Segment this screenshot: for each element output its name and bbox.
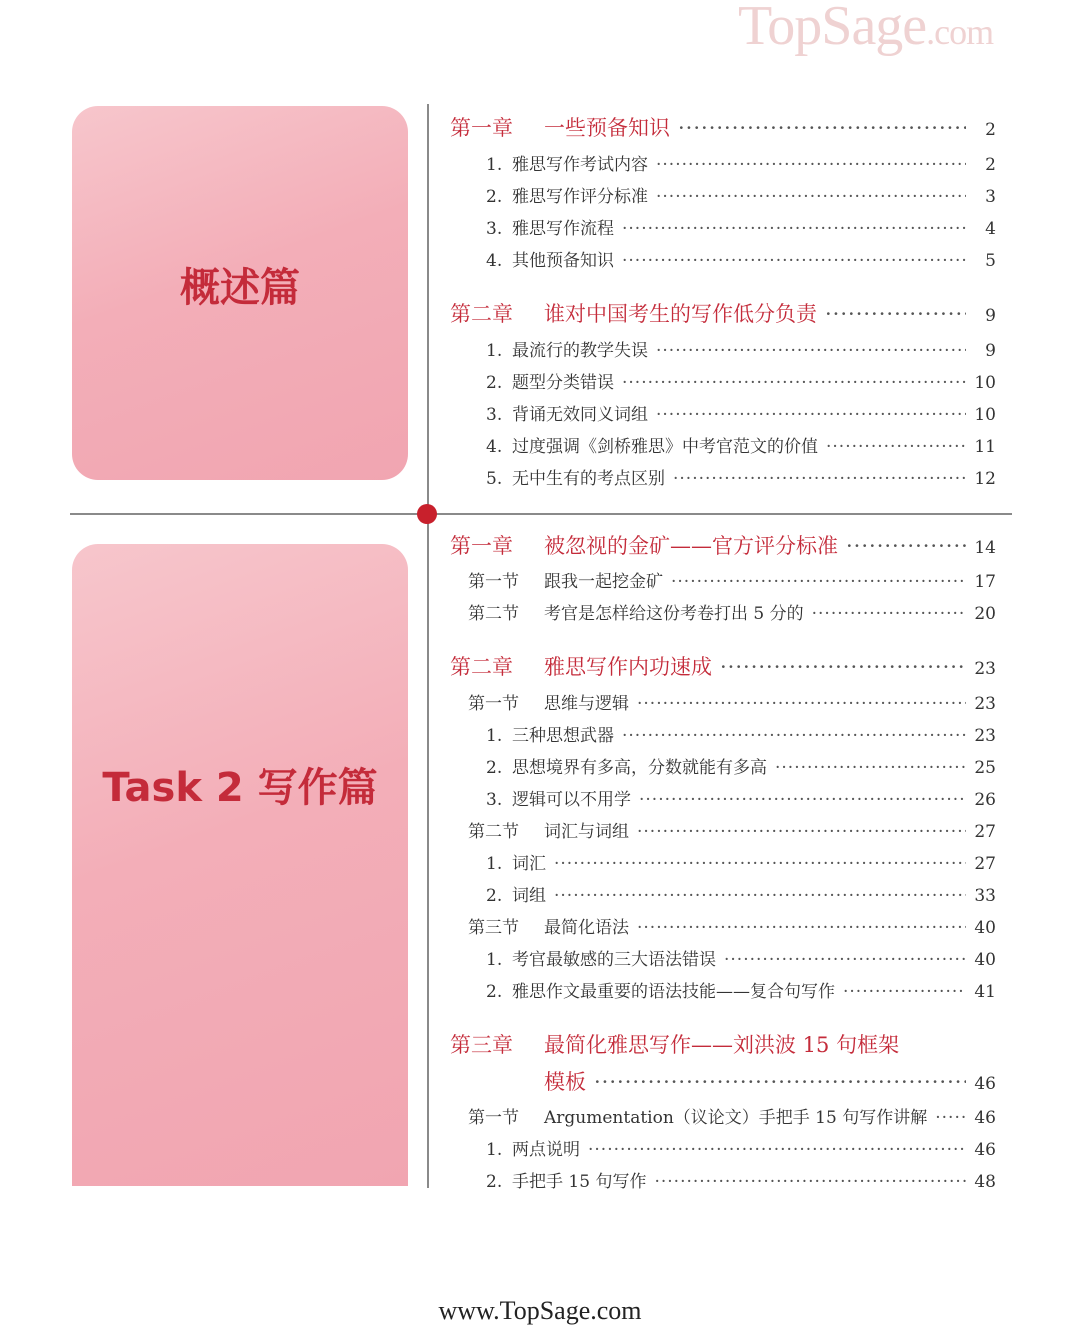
toc-item[interactable]: 5. 无中生有的考点区别 ····· 12 [486,464,996,489]
toc-chapter-line2[interactable]: 模板 ····· 46 [544,1066,996,1096]
toc-item[interactable]: 2. 思想境界有多高，分数就能有多高 ····· 25 [486,753,996,778]
toc-item[interactable]: 3. 雅思写作流程 ····· 4 [486,214,996,239]
toc-section[interactable]: 第三节 最简化语法 ····· 40 [468,913,996,938]
toc-item[interactable]: 2. 雅思写作评分标准 ····· 3 [486,182,996,207]
toc-item[interactable]: 1. 雅思写作考试内容 ····· 2 [486,150,996,175]
toc-item[interactable]: 1. 最流行的教学失误 ····· 9 [486,336,996,361]
toc-item[interactable]: 2. 手把手 15 句写作 ····· 48 [486,1167,996,1192]
toc-item[interactable]: 2. 词组 ····· 33 [486,881,996,906]
toc-item[interactable]: 1. 考官最敏感的三大语法错误 ····· 40 [486,945,996,970]
vertical-divider [427,104,429,1188]
overview-title: 概述篇 [180,265,300,311]
toc-item[interactable]: 2. 雅思作文最重要的语法技能——复合句写作 ····· 41 [486,977,996,1002]
toc-chapter-line1[interactable]: 第三章 最简化雅思写作——刘洪波 15 句框架 [450,1033,900,1057]
toc-chapter[interactable]: 第一章 一些预备知识 ····· 2 [450,112,996,142]
toc-section[interactable]: 第二节 考官是怎样给这份考卷打出 5 分的 ····· 20 [468,599,996,624]
toc-chapter[interactable]: 第一章 被忽视的金矿——官方评分标准 ····· 14 [450,530,996,560]
toc-item[interactable]: 1. 两点说明 ····· 46 [486,1135,996,1160]
toc-item[interactable]: 3. 背诵无效同义词组 ····· 10 [486,400,996,425]
toc-section[interactable]: 第一节 Argumentation（议论文）手把手 15 句写作讲解 ····· 46 [468,1103,996,1128]
toc-item[interactable]: 2. 题型分类错误 ····· 10 [486,368,996,393]
task2-title: Task 2 写作篇 [102,765,378,811]
topsage-watermark: TopSage.com [738,0,994,57]
toc-item[interactable]: 4. 过度强调《剑桥雅思》中考官范文的价值 ····· 11 [486,432,996,457]
footer-url: www.TopSage.com [438,1296,642,1325]
toc-section[interactable]: 第一节 跟我一起挖金矿 ····· 17 [468,567,996,592]
toc-section[interactable]: 第二节 词汇与词组 ····· 27 [468,817,996,842]
toc-item[interactable]: 3. 逻辑可以不用学 ····· 26 [486,785,996,810]
toc-chapter[interactable]: 第二章 雅思写作内功速成 ····· 23 [450,651,996,681]
toc-item[interactable]: 1. 词汇 ····· 27 [486,849,996,874]
overview-panel [72,106,408,480]
toc-chapter[interactable]: 第二章 谁对中国考生的写作低分负责 ····· 9 [450,298,996,328]
toc-item[interactable]: 4. 其他预备知识 ····· 5 [486,246,996,271]
toc-item[interactable]: 1. 三种思想武器 ····· 23 [486,721,996,746]
horizontal-divider [70,513,1012,515]
toc-section[interactable]: 第一节 思维与逻辑 ····· 23 [468,689,996,714]
divider-dot [417,504,437,524]
task2-panel [72,544,408,1186]
